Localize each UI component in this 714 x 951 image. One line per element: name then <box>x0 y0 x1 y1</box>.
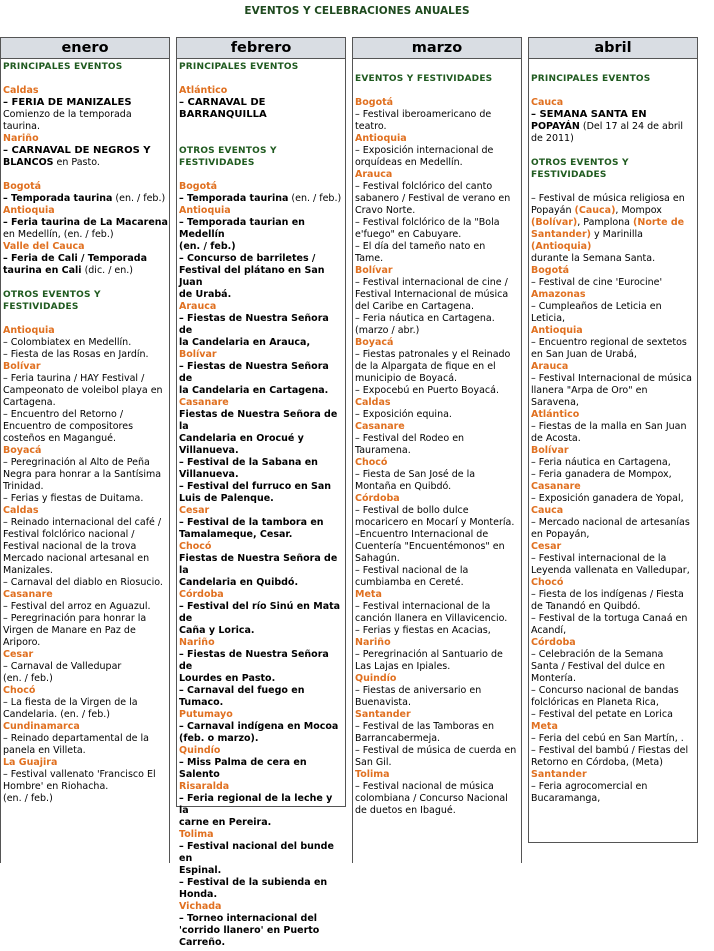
event-line: – Festival de la tortuga Canaá en <box>531 613 688 624</box>
event-line: Caña y Lorica. <box>179 625 255 636</box>
event-line: – Concurso nacional de bandas <box>531 685 679 696</box>
event-line: – Festival de música de cuerda en <box>355 745 517 756</box>
event-line: Luis de Palenque. <box>179 493 274 504</box>
event-line: Festival Internacional de música <box>355 289 509 300</box>
region-label: Amazonas <box>531 289 586 300</box>
spacer <box>3 73 168 85</box>
event-line: – Fiestas de la malla en San Juan <box>531 421 687 432</box>
event-line: Leticia, <box>531 313 566 324</box>
month-column-enero <box>0 37 170 863</box>
event-line: – Mercado nacional de artesanías <box>531 517 690 528</box>
event-line: costeños en Magangué. <box>3 433 117 444</box>
event-line: Virgen de Manare en Paz de <box>3 625 136 636</box>
event-line: del Caribe en Cartagena. <box>355 301 474 312</box>
spacer <box>179 169 344 181</box>
event-line: teatro. <box>355 121 387 132</box>
region-label: Valle del Cauca <box>3 241 85 252</box>
event-line: – Fiestas de Nuestra Señora de <box>179 361 329 384</box>
event-line: – Ferias y fiestas de Duitama. <box>3 493 144 504</box>
event-line: – Temporada taurian en Medellín <box>179 217 305 240</box>
spacer <box>179 73 344 85</box>
event-line: – Ferias y fiestas en Acacias, <box>355 625 491 636</box>
spacer <box>355 61 520 73</box>
event-line: folclóricas en Planeta Rica, <box>531 697 659 708</box>
region-label: Boyacá <box>355 337 394 348</box>
text-fragment: (Del 17 al 24 de abril <box>579 121 684 132</box>
event-line: Tauramena. <box>355 445 411 456</box>
section-heading: EVENTOS Y FESTIVIDADES <box>355 74 493 84</box>
main-event-title: – FERIA DE MANIZALES <box>3 97 132 108</box>
event-line: Villanueva. <box>179 469 239 480</box>
event-line: – Festival del petate en Lorica <box>531 709 673 720</box>
event-line: de Tanandó en Quibdó. <box>531 601 641 612</box>
region-label: Chocó <box>531 577 564 588</box>
event-line <box>3 265 168 277</box>
text-fragment: – Temporada taurina <box>179 193 289 204</box>
month-events <box>529 59 697 807</box>
event-line: – Carnaval de Valledupar <box>3 661 122 672</box>
event-line: Honda. <box>179 889 218 900</box>
event-line: – Feria regional de la leche y la <box>179 793 333 816</box>
region-label: Nariño <box>3 133 39 144</box>
event-line: – Encuentro del Retorno / <box>3 409 124 420</box>
main-event-title: – SEMANA SANTA EN <box>531 109 647 120</box>
event-line: Trinidad. <box>3 481 44 492</box>
event-line: – Festival de las Tamboras en <box>355 721 495 732</box>
event-line: – Concurso de barriletes / <box>179 253 316 264</box>
region-label: Cesar <box>179 505 210 516</box>
region-label: Casanare <box>531 481 581 492</box>
region-label: Bogotá <box>3 181 42 192</box>
event-line: – Encuentro regional de sextetos <box>531 337 687 348</box>
event-line: llanera "Arpa de Oro" en Saravena, <box>531 385 648 408</box>
region-label: Bolívar <box>3 361 41 372</box>
event-line: – Festival del río Sinú en Mata de <box>179 601 341 624</box>
event-line: – Festival vallenato 'Francisco El <box>3 769 156 780</box>
text-fragment: BLANCOS <box>3 157 54 168</box>
region-label: Risaralda <box>179 781 230 792</box>
region-highlight: Santander) <box>531 229 592 240</box>
region-label: La Guajira <box>3 757 58 768</box>
region-label: Cundinamarca <box>3 721 80 732</box>
event-line: – Fiesta de las Rosas en Jardín. <box>3 349 149 360</box>
event-line: de Urabá. <box>179 289 232 300</box>
region-label: Casanare <box>179 397 229 408</box>
event-line: la Candelaria en Cartagena. <box>179 385 329 396</box>
region-label: Meta <box>355 589 382 600</box>
region-label: Caldas <box>3 505 39 516</box>
event-line: de la Alpargata de fique en el <box>355 361 496 372</box>
region-label: Cesar <box>531 541 562 552</box>
main-event-title: – CARNAVAL DE NEGROS Y <box>3 145 151 156</box>
event-line: – Exposición internacional de <box>355 145 494 156</box>
event-line: – Festival nacional del bunde en <box>179 841 334 864</box>
event-line: – Festival internacional de cine / <box>355 277 508 288</box>
region-label: Putumayo <box>179 709 233 720</box>
event-line: – Miss Palma de cera en Salento <box>179 757 307 780</box>
month-header: febrero <box>177 38 345 59</box>
event-line: Sahagún. <box>355 553 400 564</box>
event-line: Cuentería "Encuentémonos" en <box>355 541 505 552</box>
event-line: Cravo Norte. <box>355 205 416 216</box>
event-line: – Feria náutica en Cartagena, <box>531 457 671 468</box>
event-line: mocaricero en Mocarí y Montería. <box>355 517 515 528</box>
event-line: – Feria ganadera de Mompox, <box>531 469 672 480</box>
event-line: – Peregrinación al Santuario de <box>355 649 503 660</box>
text-fragment: (en. / feb.) <box>112 193 166 204</box>
event-line <box>3 193 168 205</box>
region-label: Meta <box>531 721 558 732</box>
event-line: – Fiestas de Nuestra Señora de <box>179 649 329 672</box>
event-line: – Festival internacional de la <box>355 601 491 612</box>
text-fragment: (dic. / en.) <box>81 265 134 276</box>
event-line: panela en Villeta. <box>3 745 86 756</box>
region-label: Bogotá <box>179 181 218 192</box>
spacer <box>531 181 696 193</box>
event-line: Villanueva. <box>179 445 239 456</box>
event-line: Encuentro de compositores <box>3 421 134 432</box>
region-label: Cesar <box>3 649 34 660</box>
event-line: durante la Semana Santa. <box>531 253 656 264</box>
region-label: Bolívar <box>531 445 569 456</box>
event-line: – Celebración de la Semana <box>531 649 664 660</box>
event-line: – Colombiatex en Medellín. <box>3 337 132 348</box>
event-line: – Fiesta de San José de la <box>355 469 476 480</box>
spacer <box>3 313 168 325</box>
event-line: Tamalameque, Cesar. <box>179 529 293 540</box>
month-column-febrero <box>176 37 346 948</box>
event-line: Cartagena. <box>3 397 56 408</box>
event-line: (feb. o marzo). <box>179 733 259 744</box>
event-line: de 2011) <box>531 133 574 144</box>
region-label: Tolima <box>355 769 390 780</box>
event-line: – Torneo internacional del <box>179 913 318 924</box>
text-fragment: en Pasto. <box>53 157 100 168</box>
region-label: Bolívar <box>355 265 393 276</box>
event-line: – Festival internacional de la <box>531 553 667 564</box>
text-fragment: , Mompox <box>615 205 662 216</box>
text-fragment: POPAYÁN <box>531 121 580 132</box>
region-label: Casanare <box>3 589 53 600</box>
section-heading: PRINCIPALES EVENTOS <box>179 62 299 72</box>
region-label: Santander <box>355 709 411 720</box>
event-line: – Festival Internacional de música <box>531 373 692 384</box>
month-header: marzo <box>353 38 521 59</box>
region-label: Boyacá <box>3 445 42 456</box>
event-line: (en. / feb.) <box>179 241 236 252</box>
event-line: Negra para honrar a la Santísima <box>3 469 162 480</box>
event-line: Fiestas de Nuestra Señora de la <box>179 409 338 432</box>
event-line: e'fuego" en Cabuyare. <box>355 229 462 240</box>
event-line: – Feria del cebú en San Martín, . <box>531 733 684 744</box>
region-label: Córdoba <box>531 637 576 648</box>
event-line: Manizales. <box>3 565 53 576</box>
event-line: – Feria taurina / HAY Festival / <box>3 373 145 384</box>
month-column-marzo <box>352 37 522 863</box>
event-line: – Feria agrocomercial en <box>531 781 648 792</box>
event-line: la Candelaria en Arauca, <box>179 337 311 348</box>
month-events <box>177 59 345 951</box>
region-label: Arauca <box>531 361 569 372</box>
region-label: Vichada <box>179 901 222 912</box>
event-line: – Festival nacional de música <box>355 781 494 792</box>
event-line: – Exposición equina. <box>355 409 452 420</box>
event-line: – Peregrinación al Alto de Peña <box>3 457 150 468</box>
region-label: Caldas <box>355 397 391 408</box>
section-heading: FESTIVIDADES <box>531 170 607 180</box>
month-events <box>353 59 521 819</box>
event-line: Festival nacional de la trova <box>3 541 137 552</box>
event-line: Candelaria en Quibdó. <box>179 577 299 588</box>
event-line: orquídeas en Medellín. <box>355 157 463 168</box>
event-line: taurina. <box>3 121 40 132</box>
event-line: colombiana / Concurso Nacional <box>355 793 508 804</box>
event-line: – Expocebú en Puerto Boyacá. <box>355 385 499 396</box>
event-line: – La fiesta de la Virgen de la <box>3 697 138 708</box>
region-label: Chocó <box>355 457 388 468</box>
event-line: Carreño. <box>179 937 226 948</box>
event-line: municipio de Boyacá. <box>355 373 458 384</box>
region-label: Bogotá <box>355 97 394 108</box>
event-line: de Acosta. <box>531 433 581 444</box>
event-line: – Festival de la Sabana en <box>179 457 318 468</box>
event-line: cumbiamba en Cereté. <box>355 577 464 588</box>
region-label: Antioquia <box>179 205 231 216</box>
event-line: (en. / feb.) <box>3 673 53 684</box>
region-label: Quindío <box>179 745 221 756</box>
spacer <box>3 277 168 289</box>
event-line: – Festival de cine 'Eurocine' <box>531 277 663 288</box>
event-line: Mercado nacional artesanal en <box>3 553 150 564</box>
event-line <box>531 205 696 217</box>
month-events <box>1 59 169 807</box>
event-line: – Fiestas patronales y el Reinado <box>355 349 511 360</box>
month-header: enero <box>1 38 169 59</box>
region-label: Antioquia <box>531 325 583 336</box>
event-line: Tame. <box>355 253 384 264</box>
region-label: Chocó <box>3 685 36 696</box>
event-line: – Fiesta de los indígenas / Fiesta <box>531 589 684 600</box>
event-line: – El día del tameño nato en <box>355 241 486 252</box>
event-line: Fiestas de Nuestra Señora de la <box>179 553 338 576</box>
month-column-abril <box>528 37 698 843</box>
event-line: Lourdes en Pasto. <box>179 673 276 684</box>
event-line: Retorno en Córdoba, (Meta) <box>531 757 663 768</box>
event-line: Festival folclórico nacional / <box>3 529 135 540</box>
spacer <box>531 61 696 73</box>
section-heading: FESTIVIDADES <box>179 158 255 168</box>
event-line: – Cumpleaños de Leticia en <box>531 301 662 312</box>
text-fragment: – Temporada taurina <box>3 193 113 204</box>
region-highlight: (Cauca) <box>574 205 616 216</box>
event-line: – Feria taurina de La Macarena <box>3 217 168 228</box>
spacer <box>531 145 696 157</box>
event-line: Buenavista. <box>355 697 412 708</box>
region-label: Córdoba <box>355 493 400 504</box>
text-fragment: Popayán <box>531 205 575 216</box>
text-fragment: y Marinilla <box>591 229 644 240</box>
event-line: – Festival folclórico del canto <box>355 181 493 192</box>
region-label: Nariño <box>179 637 215 648</box>
event-line <box>179 193 344 205</box>
event-line: – Festival del Rodeo en <box>355 433 465 444</box>
region-label: Bogotá <box>531 265 570 276</box>
event-line: – Festival del furruco en San <box>179 481 332 492</box>
event-line: – Festival folclórico de la "Bola <box>355 217 500 228</box>
region-label: Quindío <box>355 673 397 684</box>
section-heading: PRINCIPALES EVENTOS <box>531 74 651 84</box>
event-line: Leyenda vallenata en Valledupar, <box>531 565 690 576</box>
region-label: Córdoba <box>179 589 224 600</box>
event-line: – Fiestas de Nuestra Señora de <box>179 313 329 336</box>
event-line: Montería. <box>531 673 576 684</box>
event-line: de duetos en Ibagué. <box>355 805 456 816</box>
event-line: – Festival de música religiosa en <box>531 193 685 204</box>
text-fragment: taurina en Cali <box>3 265 82 276</box>
main-event-title: – CARNAVAL DE <box>179 97 266 108</box>
event-line: – Carnaval del diablo en Riosucio. <box>3 577 163 588</box>
event-line: Campeonato de voleibol playa en <box>3 385 163 396</box>
page-title: EVENTOS Y CELEBRACIONES ANUALES <box>244 5 470 17</box>
event-line <box>531 121 696 133</box>
region-label: Arauca <box>179 301 217 312</box>
region-label: Nariño <box>355 637 391 648</box>
event-line: Bucaramanga, <box>531 793 601 804</box>
event-line <box>531 229 696 253</box>
event-line: – Festival nacional de la <box>355 565 469 576</box>
event-line: – Festival del arroz en Aguazul. <box>3 601 151 612</box>
event-line <box>531 217 696 229</box>
event-line: Barrancabermeja. <box>355 733 441 744</box>
event-line: Comienzo de la temporada <box>3 109 132 120</box>
event-line: –Encuentro Internacional de <box>355 529 489 540</box>
region-label: Caldas <box>3 85 39 96</box>
month-header: abril <box>529 38 697 59</box>
region-label: Antioquia <box>3 205 55 216</box>
region-label: Cauca <box>531 97 564 108</box>
region-label: Chocó <box>179 541 212 552</box>
event-line: Acandí, <box>531 625 567 636</box>
section-heading: PRINCIPALES EVENTOS <box>3 62 123 72</box>
event-line: – Festival de la subienda en <box>179 877 328 888</box>
region-highlight: (Antioquia) <box>531 241 592 252</box>
region-highlight: (Bolívar) <box>531 217 578 228</box>
event-line: Santa / Festival del dulce en <box>531 661 666 672</box>
event-line: – Festival de la tambora en <box>179 517 324 528</box>
event-line: – Festival iberoamericano de <box>355 109 492 120</box>
event-line <box>3 157 168 169</box>
text-fragment: , Pamplona <box>577 217 634 228</box>
event-line: (en. / feb.) <box>3 793 53 804</box>
region-highlight: (Norte de <box>633 217 685 228</box>
spacer <box>355 85 520 97</box>
event-line: en Medellín, (en. / feb.) <box>3 229 114 240</box>
region-label: Cauca <box>531 505 564 516</box>
event-line: carne en Pereira. <box>179 817 272 828</box>
region-label: Tolima <box>179 829 214 840</box>
event-line: – Feria de Cali / Temporada <box>3 253 147 264</box>
event-line: Festival del plátano en San Juan <box>179 265 325 288</box>
event-line: sabanero / Festival de verano en <box>355 193 511 204</box>
spacer <box>3 169 168 181</box>
event-line: Hombre' en Riohacha. <box>3 781 109 792</box>
event-line: – Festival de bollo dulce <box>355 505 469 516</box>
event-line: Montaña en Quibdó. <box>355 481 452 492</box>
text-fragment: (en. / feb.) <box>288 193 342 204</box>
event-line: canción llanera en Villavicencio. <box>355 613 508 624</box>
event-line: – Feria náutica en Cartagena. <box>355 313 495 324</box>
region-label: Antioquia <box>3 325 55 336</box>
event-line: Las Lajas en Ipiales. <box>355 661 451 672</box>
event-line: 'corrido llanero' en Puerto <box>179 925 320 936</box>
event-line: – Fiestas de aniversario en <box>355 685 482 696</box>
event-line: Ariporo. <box>3 637 41 648</box>
region-label: Antioquia <box>355 133 407 144</box>
event-line: Espinal. <box>179 865 222 876</box>
spacer <box>179 133 344 145</box>
region-label: Atlántico <box>179 85 228 96</box>
spacer <box>531 85 696 97</box>
event-line: Candelaria en Orocué y <box>179 433 304 444</box>
event-line: – Reinado internacional del café / <box>3 517 162 528</box>
main-event-title: BARRANQUILLA <box>179 109 267 120</box>
event-line: – Carnaval del fuego en Tumaco. <box>179 685 305 708</box>
event-line: San Gil. <box>355 757 392 768</box>
event-line: – Peregrinación para honrar la <box>3 613 147 624</box>
event-line: – Festival del bambú / Fiestas del <box>531 745 689 756</box>
region-label: Atlántico <box>531 409 580 420</box>
event-line: – Exposición ganadera de Yopal, <box>531 493 684 504</box>
region-label: Bolívar <box>179 349 217 360</box>
event-line: Candelaria. (en. / feb.) <box>3 709 110 720</box>
spacer <box>179 121 344 133</box>
region-label: Santander <box>531 769 587 780</box>
event-line: en Popayán, <box>531 529 590 540</box>
event-line: – Carnaval indígena en Mocoa <box>179 721 339 732</box>
section-heading: FESTIVIDADES <box>3 302 79 312</box>
region-label: Arauca <box>355 169 393 180</box>
event-line: (marzo / abr.) <box>355 325 420 336</box>
event-line: en San Juan de Urabá, <box>531 349 637 360</box>
section-heading: OTROS EVENTOS Y <box>531 158 629 168</box>
event-line: – Reinado departamental de la <box>3 733 149 744</box>
region-label: Casanare <box>355 421 405 432</box>
section-heading: OTROS EVENTOS Y <box>179 146 277 156</box>
section-heading: OTROS EVENTOS Y <box>3 290 101 300</box>
